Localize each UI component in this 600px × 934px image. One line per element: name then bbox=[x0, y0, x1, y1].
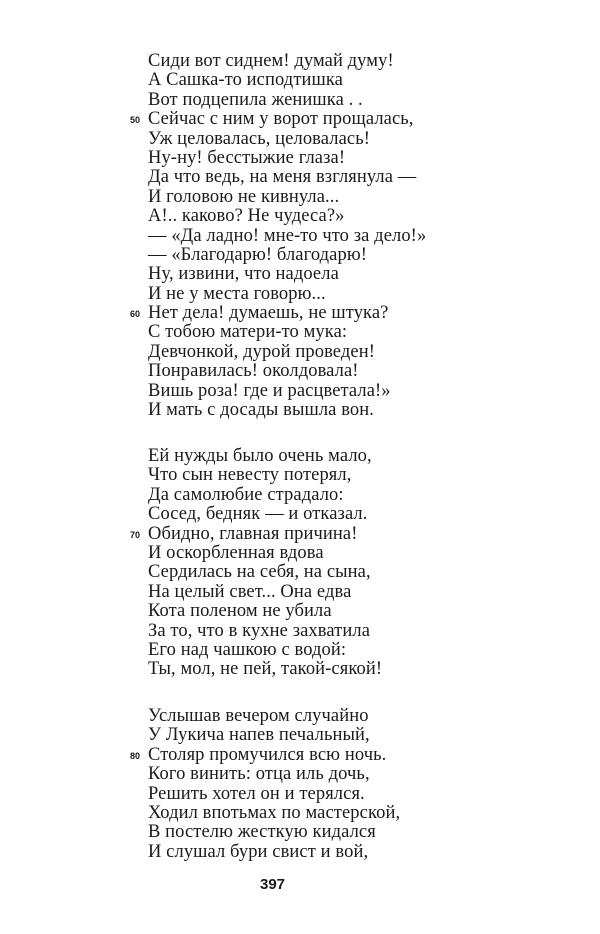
line-text: Обидно, главная причина! bbox=[148, 523, 358, 544]
poem-line bbox=[130, 523, 382, 544]
line-number: 70 bbox=[130, 529, 141, 540]
line-text: Сердилась на себя, на сына, bbox=[148, 562, 371, 583]
line-text: Столяр промучился всю ночь. bbox=[148, 744, 387, 765]
line-text: И головою не кивнула... bbox=[148, 186, 340, 207]
line-text: А Сашка-то исподтишка bbox=[148, 70, 343, 91]
poem-line bbox=[148, 447, 382, 466]
line-text: Сейчас с ним у ворот прощалась, bbox=[148, 109, 414, 130]
line-text: Ходил впотьмах по мастерской, bbox=[148, 802, 401, 823]
line-number: 50 bbox=[130, 115, 141, 126]
line-number: 80 bbox=[130, 750, 141, 761]
poem-line bbox=[148, 707, 400, 726]
poem-line bbox=[148, 343, 426, 362]
line-text: Ты, мол, не пей, такой-сякой! bbox=[148, 659, 383, 680]
line-text: Да самолюбие страдало: bbox=[148, 484, 344, 505]
poem-line bbox=[148, 71, 426, 90]
poem-line bbox=[148, 823, 400, 842]
stanza bbox=[130, 706, 401, 862]
poem-line bbox=[148, 246, 426, 265]
stanza bbox=[130, 51, 427, 421]
line-text: За то, что в кухне захватила bbox=[148, 620, 371, 641]
line-text: Его над чашкою с водой: bbox=[148, 639, 347, 660]
line-text: И не у места говорю... bbox=[148, 283, 326, 304]
poem-line bbox=[148, 466, 382, 485]
line-text: Сиди вот сиднем! думай думу! bbox=[148, 51, 394, 71]
line-text: Решить хотел он и терялся. bbox=[148, 783, 365, 804]
poem-line bbox=[148, 785, 400, 804]
line-text: Уж целовалась, целовалась! bbox=[148, 128, 370, 149]
poem-line bbox=[148, 602, 382, 621]
line-text: Да что ведь, на меня взглянула — bbox=[148, 167, 417, 188]
poem-line bbox=[148, 660, 382, 679]
line-text: Нет дела! думаешь, не штука? bbox=[148, 303, 389, 324]
poem-line bbox=[148, 641, 382, 660]
poem-line bbox=[148, 505, 382, 524]
line-text: Что сын невесту потерял, bbox=[148, 465, 352, 486]
line-text: С тобою матери-то мука: bbox=[148, 322, 348, 343]
line-text: Вот подцепила женишка . . bbox=[148, 89, 363, 110]
poem-line bbox=[148, 168, 426, 187]
poem-line bbox=[148, 285, 426, 304]
poem-line bbox=[148, 401, 426, 420]
poem-line bbox=[148, 149, 426, 168]
poem-line bbox=[130, 109, 426, 130]
poem-line bbox=[148, 486, 382, 505]
poem-line bbox=[148, 765, 400, 784]
poem-line bbox=[130, 744, 400, 765]
line-text: Кота поленом не убила bbox=[148, 601, 332, 622]
poem-line bbox=[130, 303, 426, 324]
line-text: — «Да ладно! мне-то что за дело!» bbox=[148, 225, 427, 246]
line-text: Кого винить: отца иль дочь, bbox=[148, 764, 370, 785]
line-text: Ну-ну! бесстыжие глаза! bbox=[148, 147, 346, 168]
poem-line bbox=[148, 843, 400, 862]
page-number: 397 bbox=[259, 876, 286, 893]
poem-line bbox=[148, 622, 382, 641]
line-text: Вишь роза! где и расцветала!» bbox=[148, 380, 391, 401]
line-text: И мать с досады вышла вон. bbox=[148, 400, 374, 421]
line-text: А!.. каково? Не чудеса?» bbox=[148, 206, 345, 227]
poem-line bbox=[148, 130, 426, 149]
poem-line bbox=[148, 544, 382, 563]
line-text: — «Благодарю! благодарю! bbox=[148, 244, 368, 265]
line-text: У Лукича напев печальный, bbox=[148, 725, 370, 746]
line-text: И оскорбленная вдова bbox=[148, 542, 324, 563]
poem-line bbox=[148, 583, 382, 602]
poem-line bbox=[148, 207, 426, 226]
poem-line bbox=[148, 227, 426, 246]
line-text: В постелю жесткую кидался bbox=[148, 822, 376, 843]
poem-line bbox=[148, 563, 382, 582]
line-text: Понравилась! околдовала! bbox=[148, 361, 359, 382]
line-text: Услышав вечером случайно bbox=[148, 706, 369, 726]
stanza bbox=[130, 446, 383, 680]
line-text: Сосед, бедняк — и отказал. bbox=[148, 504, 368, 525]
poem-line bbox=[148, 52, 426, 71]
poem-line bbox=[148, 188, 426, 207]
poem-line bbox=[148, 265, 426, 284]
line-text: Ей нужды было очень мало, bbox=[148, 446, 372, 466]
poem-line bbox=[148, 362, 426, 381]
line-text: И слушал бури свист и вой, bbox=[148, 841, 369, 862]
poem-line bbox=[148, 726, 400, 745]
line-text: На целый свет... Она едва bbox=[148, 581, 352, 602]
poem-line bbox=[148, 382, 426, 401]
line-text: Девчонкой, дурой проведен! bbox=[148, 341, 375, 362]
line-text: Ну, извини, что надоела bbox=[148, 264, 339, 285]
poem-line bbox=[148, 323, 426, 342]
poem-line bbox=[148, 91, 426, 110]
line-number: 60 bbox=[130, 309, 141, 320]
poem-line bbox=[148, 804, 400, 823]
